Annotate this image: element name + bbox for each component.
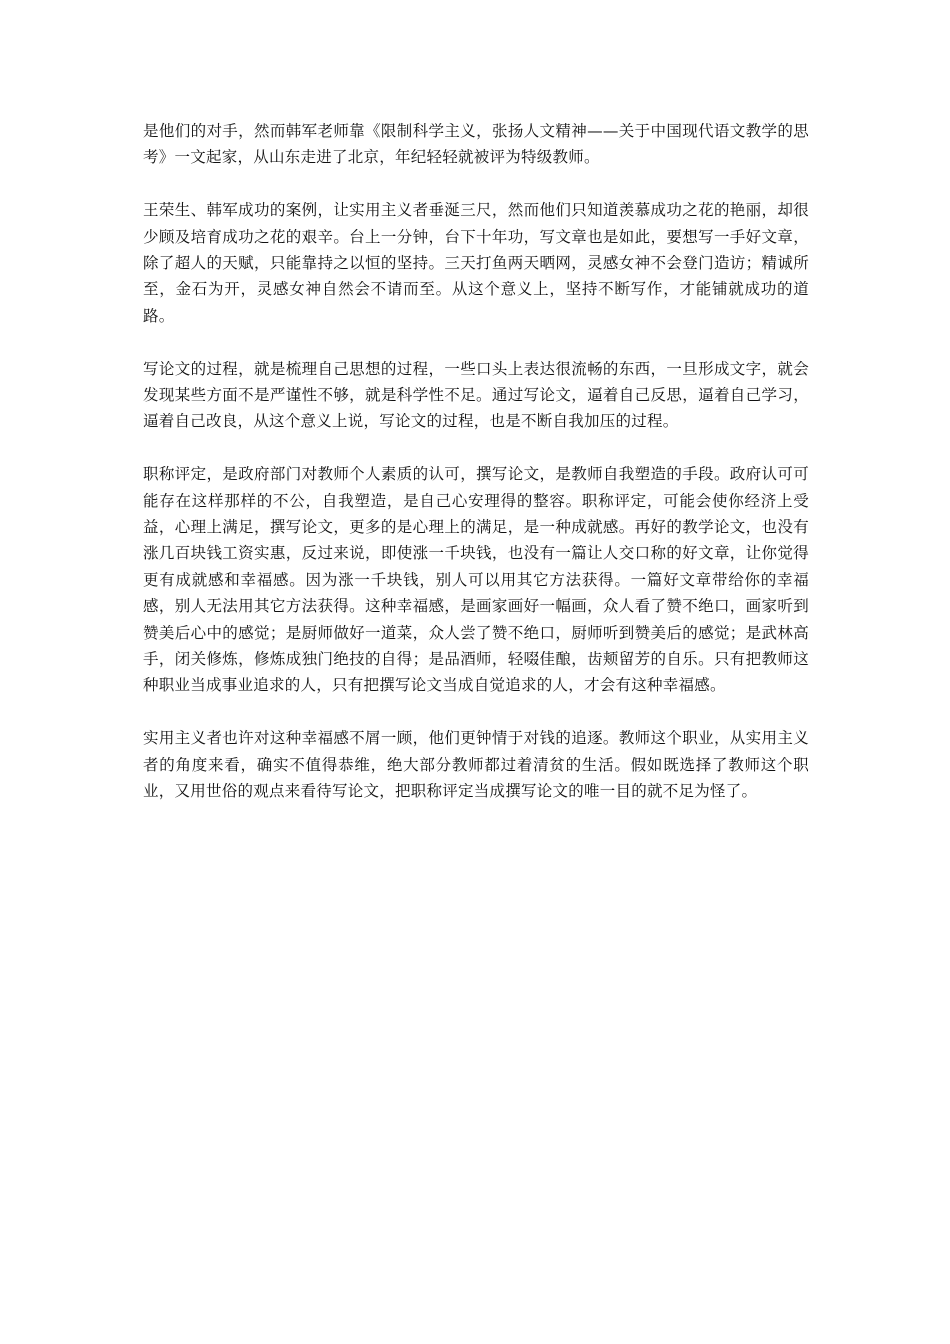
paragraph-2: 王荣生、韩军成功的案例，让实用主义者垂涎三尺，然而他们只知道羡慕成功之花的艳丽，却很少顾及培育成功之花的艰辛。台上一分钟，台下十年功，写文章也是如此，要想写一手好文章，除了超人的天赋，只能靠持之以恒的坚持。三天打鱼两天晒网，灵感女神不会登门造访；精诚所至，金石为开，灵感女神自然会不请而至。从这个意义上，坚持不断写作，才能铺就成功的道路。 [143,201,809,325]
document-body [143,118,809,831]
paragraph-1: 是他们的对手，然而韩军老师靠《限制科学主义，张扬人文精神——关于中国现代语文教学的思考》一文起家，从山东走进了北京，年纪轻轻就被评为特级教师。 [143,122,809,167]
paragraph-5: 实用主义者也许对这种幸福感不屑一顾，他们更钟情于对钱的追逐。教师这个职业，从实用主义者的角度来看，确实不值得恭维，绝大部分教师都过着清贫的生活。假如既选择了教师这个职业，又用世俗的观点来看待写论文，把职称评定当成撰写论文的唯一目的就不足为怪了。 [143,729,809,801]
paragraph-4: 职称评定，是政府部门对教师个人素质的认可，撰写论文，是教师自我塑造的手段。政府认可可能存在这样那样的不公，自我塑造，是自己心安理得的整容。职称评定，可能会使你经济上受益，心理上满足，撰写论文，更多的是心理上的满足，是一种成就感。再好的教学论文，也没有涨几百块钱工资实惠，反过来说，即使涨一千块钱，也没有一篇让人交口称的好文章，让你觉得更有成就感和幸福感。因为涨一千块钱，别人可以用其它方法获得。一篇好文章带给你的幸福感，别人无法用其它方法获得。这种幸福感，是画家画好一幅画，众人看了赞不绝口，画家听到赞美后心中的感觉；是厨师做好一道菜，众人尝了赞不绝口，厨师听到赞美后的感觉；是武林高手，闭关修炼，修炼成独门绝技的自得；是品酒师，轻啜佳酿，齿颊留芳的自乐。只有把教师这种职业当成事业追求的人，只有把撰写论文当成自觉追求的人，才会有这种幸福感。 [143,465,809,695]
paragraph-3: 写论文的过程，就是梳理自己思想的过程，一些口头上表达很流畅的东西，一旦形成文字，就会发现某些方面不是严谨性不够，就是科学性不足。通过写论文，逼着自己反思，逼着自己学习，逼着自己改良，从这个意义上说，写论文的过程，也是不断自我加压的过程。 [143,359,809,431]
